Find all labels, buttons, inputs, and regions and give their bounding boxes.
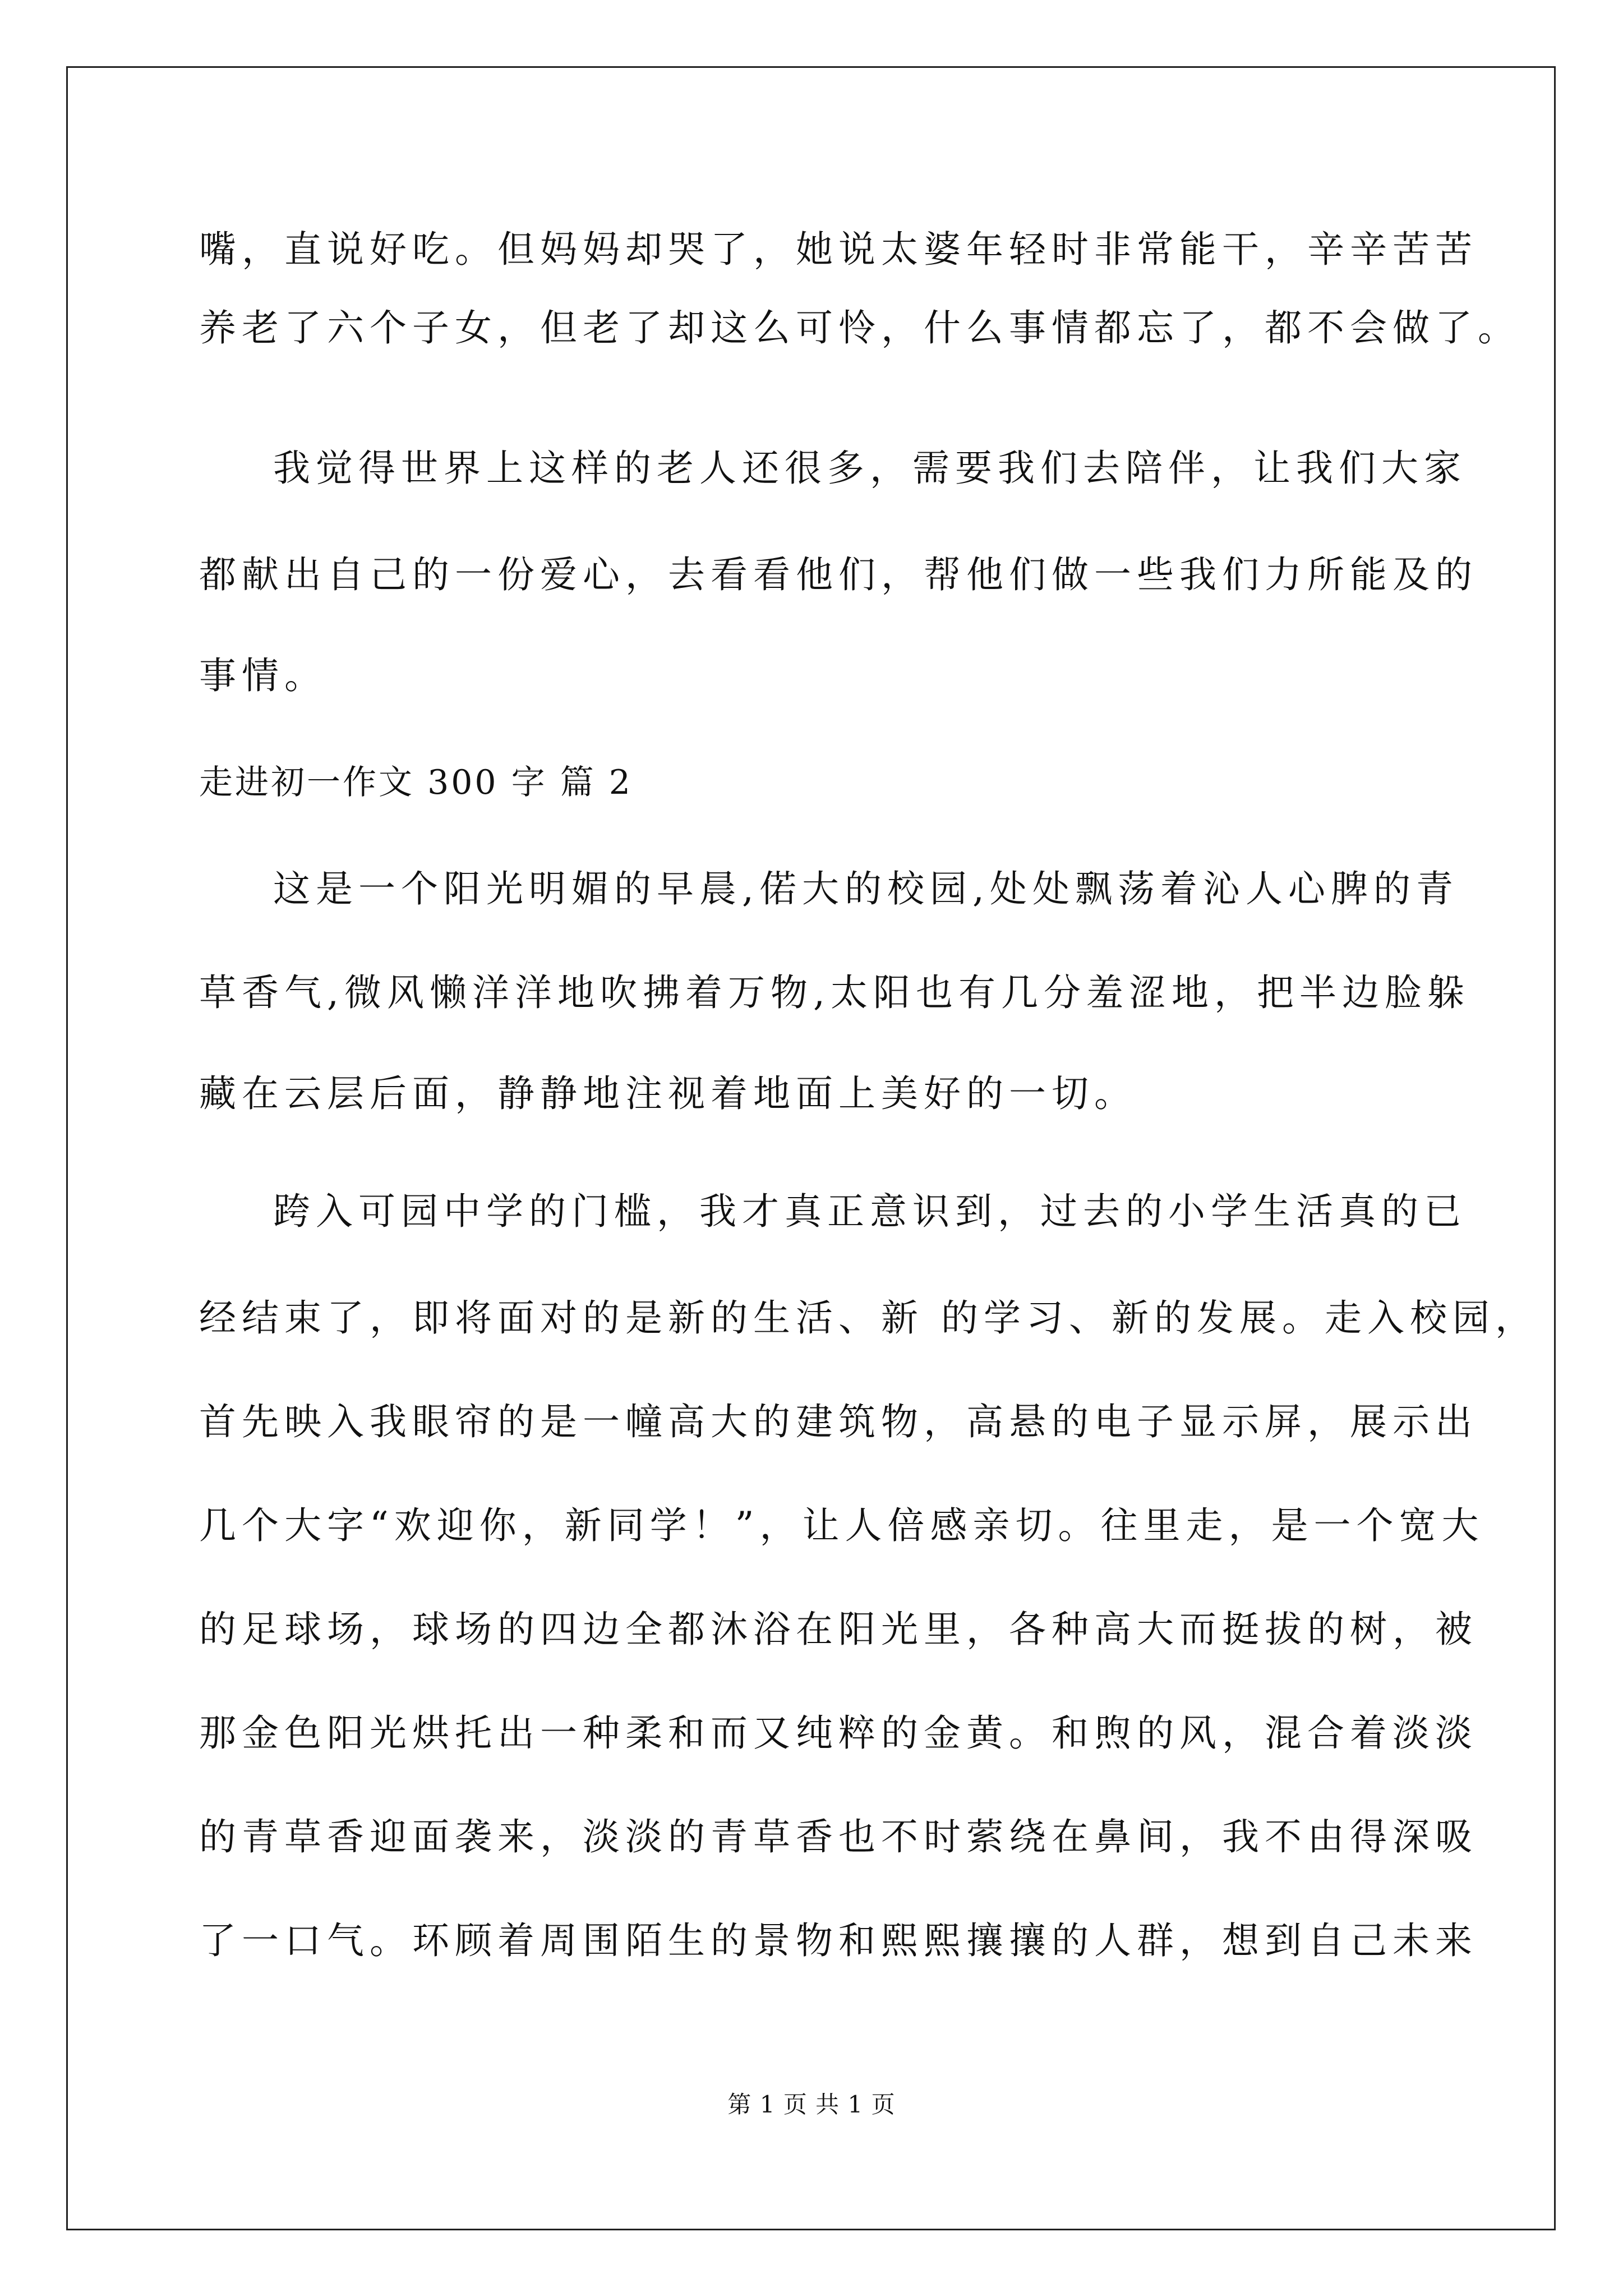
text-line: 跨入可园中学的门槛，我才真正意识到，过去的小学生活真的已 [273,1190,1467,1233]
text-line: 的足球场，球场的四边全都沐浴在阳光里，各种高大而挺拔的树，被 [199,1608,1478,1651]
text-line: 的青草香迎面袭来，淡淡的青草香也不时萦绕在鼻间，我不由得深吸 [199,1815,1478,1858]
text-line: 嘴，直说好吃。但妈妈却哭了，她说太婆年轻时非常能干，辛辛苦苦 [199,228,1478,271]
section-heading: 走进初一作文 300 字 篇 2 [199,763,633,802]
page-footer: 第 1 页 共 1 页 [727,2091,896,2118]
text-line: 都献出自己的一份爱心，去看看他们，帮他们做一些我们力所能及的 [199,553,1478,596]
text-line: 了一口气。环顾着周围陌生的景物和熙熙攘攘的人群，想到自己未来 [199,1919,1478,1962]
text-line: 几个大字“欢迎你，新同学！”，让人倍感亲切。往里走，是一个宽大 [199,1504,1484,1547]
text-line: 我觉得世界上这样的老人还很多，需要我们去陪伴，让我们大家 [273,447,1467,490]
text-line: 事情。 [199,654,327,697]
text-line: 草香气,微风懒洋洋地吹拂着万物,太阳也有几分羞涩地，把半边脸躲 [199,971,1470,1014]
text-line: 这是一个阳光明媚的早晨,偌大的校园,处处飘荡着沁人心脾的青 [273,867,1459,910]
text-line: 藏在云层后面，静静地注视着地面上美好的一切。 [199,1072,1137,1115]
page-frame [66,66,1556,2230]
text-line: 经结束了，即将面对的是新的生活、新 的学习、新的发展。走入校园， [199,1296,1538,1340]
text-line: 那金色阳光烘托出一种柔和而又纯粹的金黄。和煦的风，混合着淡淡 [199,1711,1478,1755]
text-line: 首先映入我眼帘的是一幢高大的建筑物，高悬的电子显示屏，展示出 [199,1400,1478,1443]
text-line: 养老了六个子女，但老了却这么可怜，什么事情都忘了，都不会做了。 [199,306,1520,349]
